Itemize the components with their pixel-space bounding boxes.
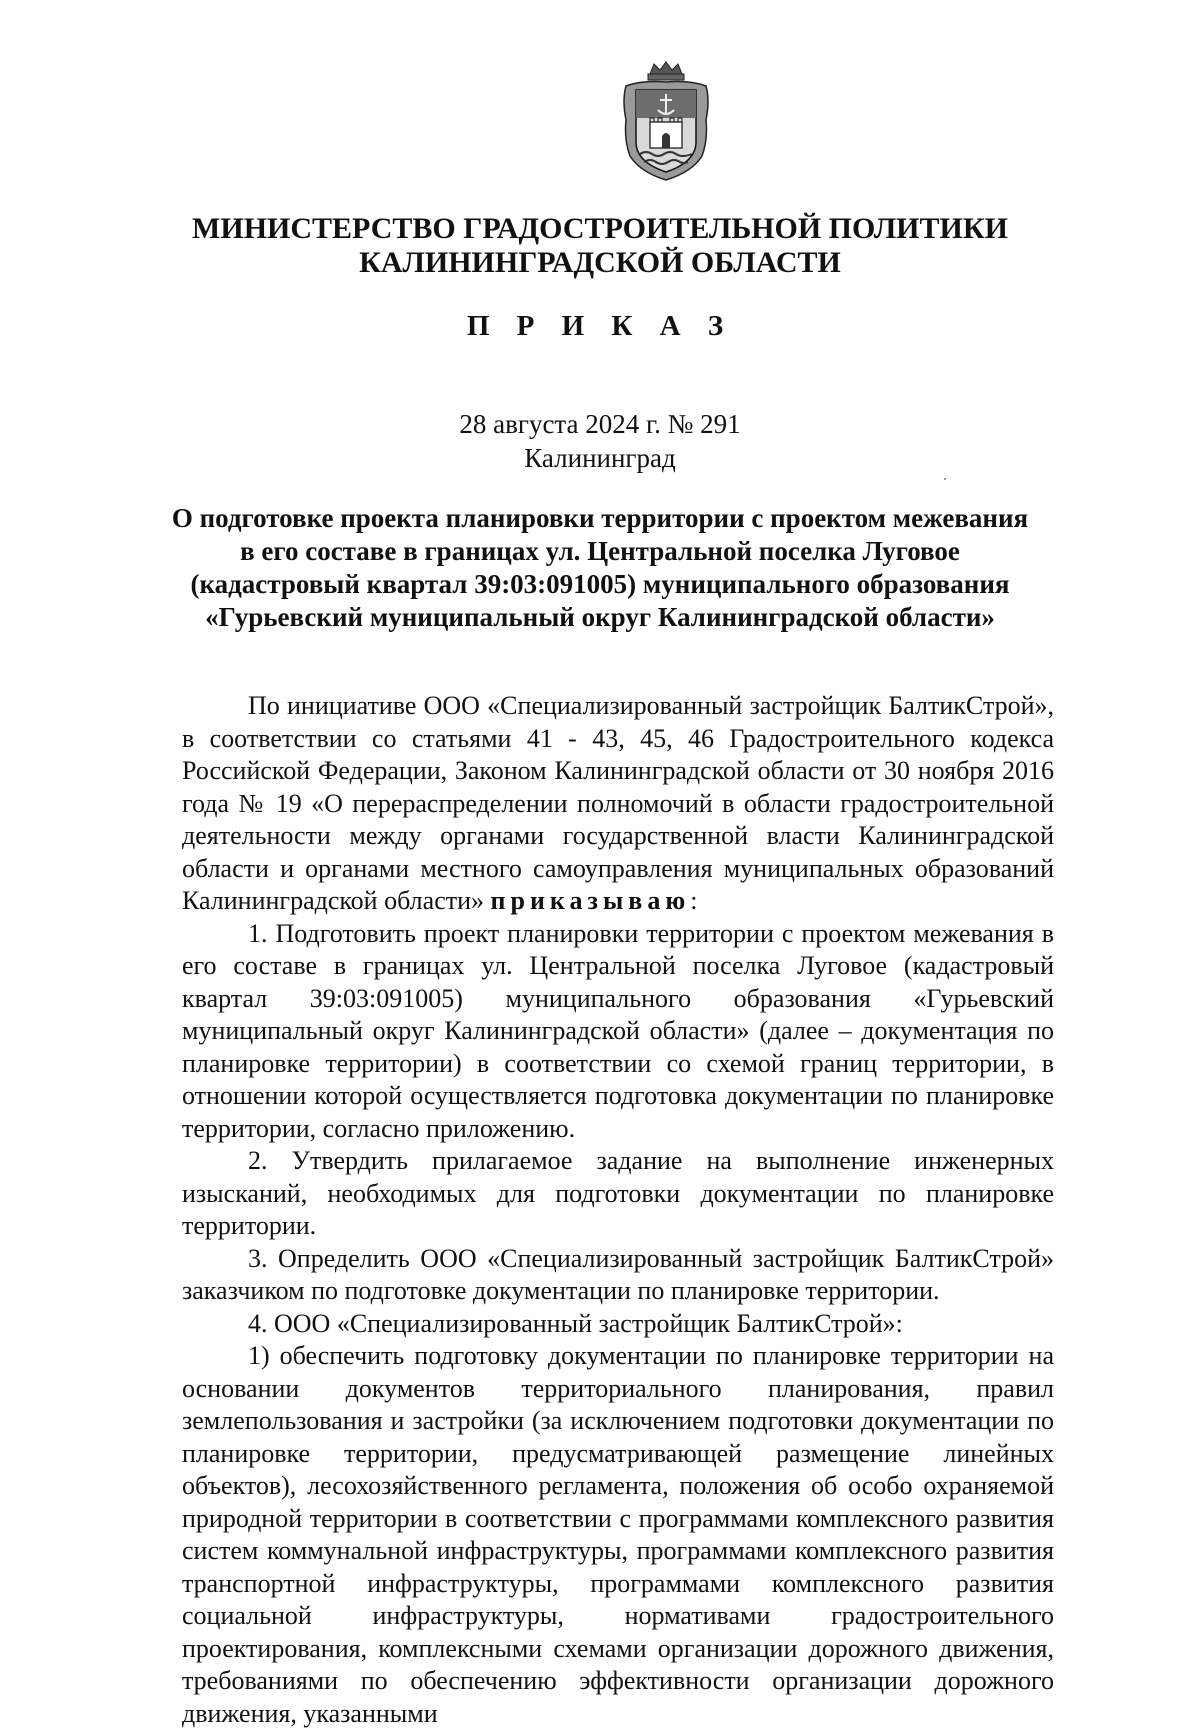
date-and-number: 28 августа 2024 г. № 291 [459,409,741,439]
subject-line-1: О подготовке проекта планировки территории с проектом межевания [171,503,1029,533]
subject-line-2: в его составе в границах ул. Центральной поселка Луговое [240,536,960,566]
subject-line-4: «Гурьевский муниципальный округ Калининградской области» [205,602,995,632]
preamble-text: По инициативе ООО «Специализированный застройщик БалтикСтрой», в соответствии со статьями 41 - 43, 45, 46 Градостроительного кодекса Российской Федерации, Законом Калининградской области от 30 ноября 2016 года № 19 «О перераспределении полномочий в области градостроительной деятельности между органами государственной власти Калининградской области и органами местного самоуправления муниципальных образований Калининградской области» [182,691,1054,915]
ministry-line-2: КАЛИНИНГРАДСКОЙ ОБЛАСТИ [359,246,841,279]
subject-line-3: (кадастровый квартал 39:03:091005) муниципального образования [190,569,1010,599]
preamble-paragraph [182,690,1054,918]
document-body [182,690,1054,1730]
order-subject [0,502,1200,634]
scan-speck [944,478,946,480]
coat-of-arms-icon [620,60,712,182]
item-4-1-paragraph: 1) обеспечить подготовку документации по планировке территории на основании документов территориального планирования, правил землепользования и застройки (за исключением подготовки документации по планировке территории, предусматривающей размещение линейных объектов), лесохозяйственного регламента, положения об особо охраняемой природной территории в соответствии с программами комплексного развития систем коммунальной инфраструктуры, программами комплексного развития транспортной инфраструктуры, программами комплексного развития социальной инфраструктуры, нормативами градостроительного проектирования, комплексными схемами организации дорожного движения, требованиями по обеспечению эффективности организации дорожного движения, указанными [182,1341,1054,1728]
item-2-paragraph: 2. Утвердить прилагаемое задание на выполнение инженерных изысканий, необходимых для подготовки документации по планировке территории. [182,1146,1054,1240]
ministry-header [0,212,1200,280]
document-type-title: П Р И К А З [466,310,734,342]
item-4-paragraph: 4. ООО «Специализированный застройщик БалтикСтрой»: [248,1308,903,1338]
date-block [0,407,1200,475]
order-colon: : [690,886,698,915]
ministry-line-1: МИНИСТЕРСТВО ГРАДОСТРОИТЕЛЬНОЙ ПОЛИТИКИ [192,212,1008,245]
city: Калининград [524,443,676,473]
item-1-paragraph: 1. Подготовить проект планировки территории с проектом межевания в его составе в границах ул. Центральной поселка Луговое (кадастровый квартал 39:03:091005) муниципального образования «Гурьевский муниципальный округ Калининградской области» (далее – документация по планировке территории) в соответствии со схемой границ территории, в отношении которой осуществляется подготовка документации по планировке территории, согласно приложению. [182,918,1054,1143]
order-keyword: приказываю [490,886,691,915]
item-3-paragraph: 3. Определить ООО «Специализированный застройщик БалтикСтрой» заказчиком по подготовке документации по планировке территории. [182,1243,1054,1305]
